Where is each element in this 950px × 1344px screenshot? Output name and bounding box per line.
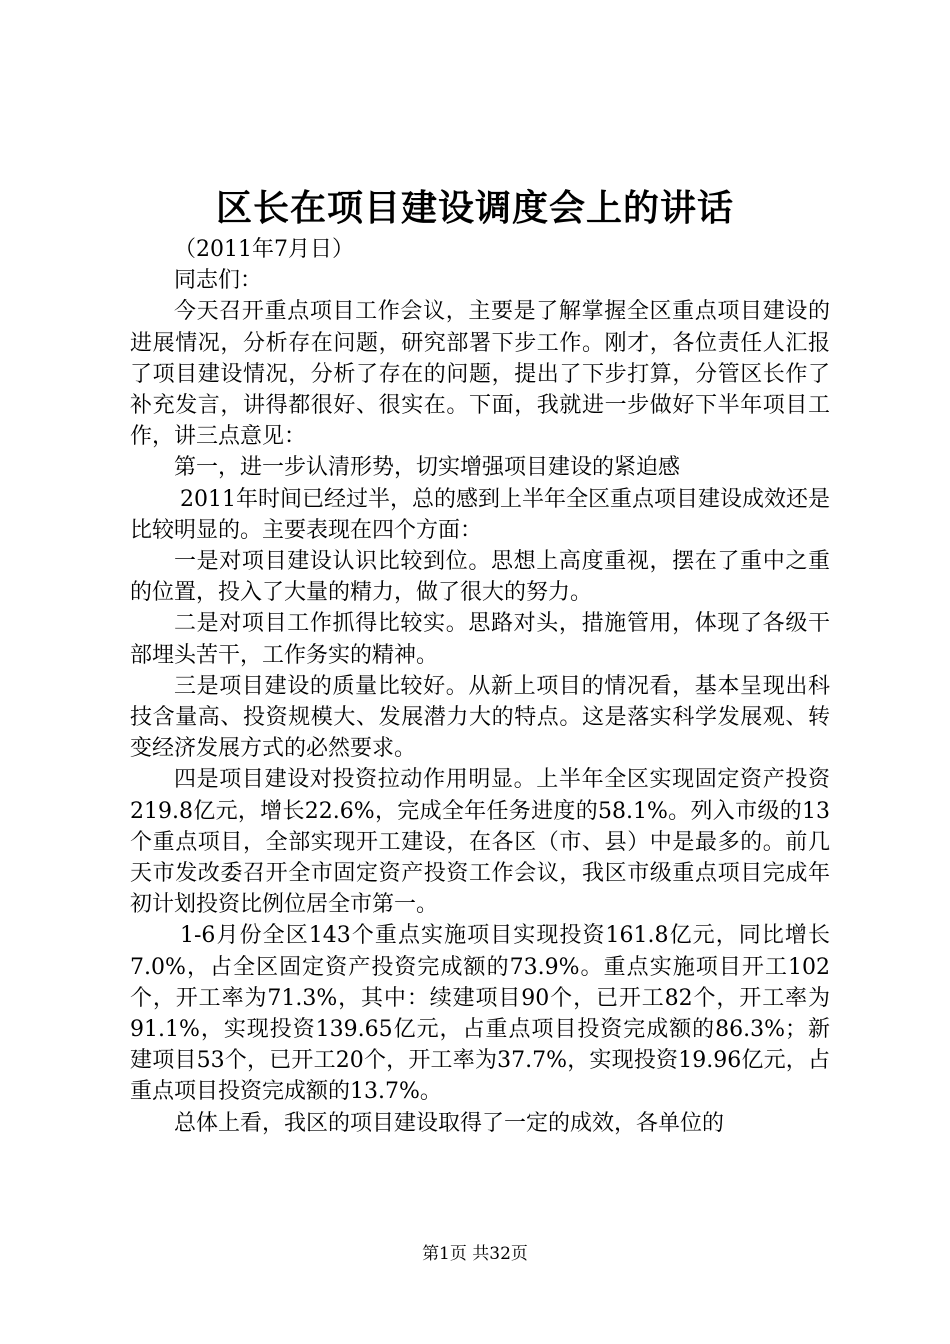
paragraph: 2011年时间已经过半，总的感到上半年全区重点项目建设成效还是比较明显的。主要表现在四个方面：	[130, 486, 830, 543]
paragraph: 一是对项目建设认识比较到位。思想上高度重视，摆在了重中之重的位置，投入了大量的精力，做了很大的努力。	[130, 549, 830, 606]
page-number: 第1页 共32页	[422, 1244, 528, 1264]
section-heading: 第一，进一步认清形势，切实增强项目建设的紧迫感	[174, 455, 681, 481]
paragraph: 1-6月份全区143个重点实施项目实现投资161.8亿元，同比增长7.0%，占全区固定资产投资完成额的73.9%。重点实施项目开工102个，开工率为71.3%，其中：续建项目90个，已开工82个，开工率为91.1%，实现投资139.65亿元，占重点项目投资完成额的86.3%；新建项目53个，已开工20个，开工率为37.7%，实现投资19.96亿元，占重点项目投资完成额的13.7%。	[130, 923, 830, 1105]
paragraph: 二是对项目工作抓得比较实。思路对头，措施管用，体现了各级干部埋头苦干，工作务实的精神。	[130, 611, 830, 668]
paragraph: 今天召开重点项目工作会议，主要是了解掌握全区重点项目建设的进展情况，分析存在问题，研究部署下步工作。刚才，各位责任人汇报了项目建设情况，分析了存在的问题，提出了下步打算，分管区长作了补充发言，讲得都很好、很实在。下面，我就进一步做好下半年项目工作，讲三点意见：	[130, 299, 830, 450]
paragraph: 总体上看，我区的项目建设取得了一定的成效，各单位的	[174, 1110, 725, 1136]
paragraph: 四是项目建设对投资拉动作用明显。上半年全区实现固定资产投资219.8亿元，增长22.6%，完成全年任务进度的58.1%。列入市级的13个重点项目，全部实现开工建设，在各区（市、县）中是最多的。前几天市发改委召开全市固定资产投资工作会议，我区市级重点项目完成年初计划投资比例位居全市第一。	[130, 767, 830, 918]
paragraph: 三是项目建设的质量比较好。从新上项目的情况看，基本呈现出科技含量高、投资规模大、发展潜力大的特点。这是落实科学发展观、转变经济发展方式的必然要求。	[130, 673, 830, 762]
salutation: 同志们：	[174, 268, 263, 294]
document-title: 区长在项目建设调度会上的讲话	[215, 187, 734, 229]
document-body	[130, 234, 830, 1139]
date-line: （2011年7月日）	[174, 237, 354, 262]
